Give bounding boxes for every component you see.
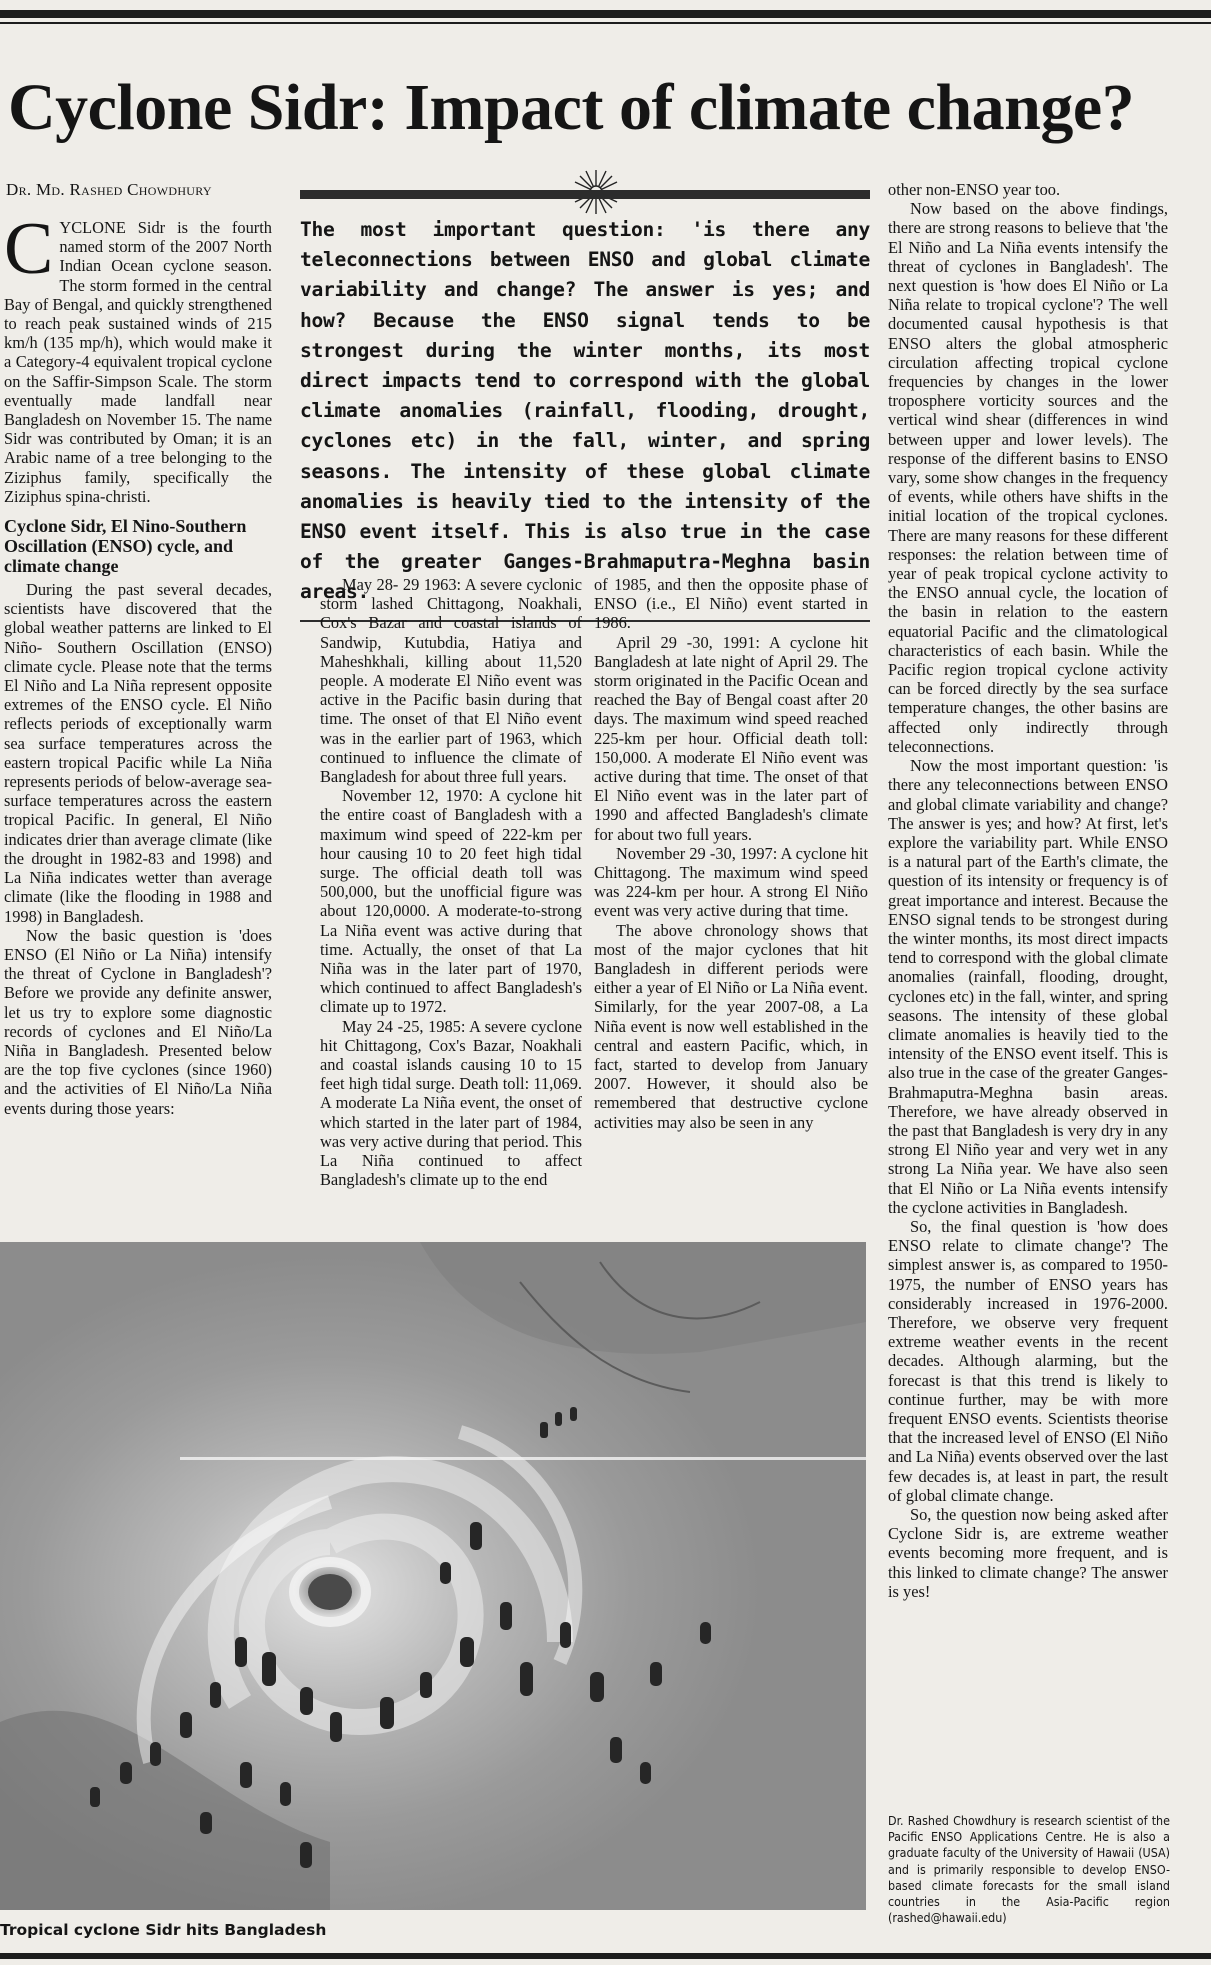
paragraph: The above chronology shows that most of the major cyclones that hit Bangladesh in different periods were either a year of El Niño or La Niña event. Similarly, for the year 2007-08, a La Niña event is now well established in the central and eastern Pacific, which, in fact, started to develop from January 2007. However, it should also be remembered that destructive cyclone activities may also be seen in any bbox=[594, 920, 868, 1132]
paragraph: During the past several decades, scientists have discovered that the global weather patterns are linked to El Niño- Southern Oscillation (ENSO) climate cycle. Please note that the terms El Niño and La Niña represent opposite extremes of the ENSO cycle. El Niño reflects periods of exceptionally warm sea surface temperatures across the eastern tropical Pacific while La Niña represents periods of below-average sea-surface temperatures across the eastern tropical Pacific. In general, El Niño indicates drier than average climate (like the drought in 1982-83 and 1998) and La Niña indicates wetter than average climate (like the flooding in 1988 and 1998) in Bangladesh. bbox=[4, 580, 272, 926]
headline: Cyclone Sidr: Impact of climate change? bbox=[8, 71, 1135, 144]
article-column-1 bbox=[4, 208, 272, 1118]
paragraph: May 24 -25, 1985: A severe cyclone hit Chittagong, Cox's Bazar, Noakhali and coastal islands causing 10 to 15 feet high tidal surge. Death toll: 11,069. A moderate La Niña event, the onset of which started in the later part of 1984, was very active during that period. This La Niña continued to affect Bangladesh's climate up to the end bbox=[320, 1016, 582, 1190]
top-rule bbox=[0, 10, 1211, 18]
paragraph: Now the basic question is 'does ENSO (El Niño or La Niña) intensify the threat of Cyclone in Bangladesh'? Before we provide any definite answer, let us try to explore some diagnostic records of cyclones and El Niño/La Niña in Bangladesh. Presented below are the top five cyclones (since 1960) and the activities of El Niño/La Niña events during those years: bbox=[4, 925, 272, 1118]
satellite-photo bbox=[0, 1242, 866, 1910]
paragraph: May 28- 29 1963: A severe cyclonic storm lashed Chittagong, Noakhali, Cox's Bazar and coastal islands of Sandwip, Kutubdia, Hatiya and Maheshkhali, killing about 11,520 people. A moderate El Niño event was active in the Pacific basin during that time. The onset of that El Niño event was in the earlier part of 1963, which continued to influence the climate of Bangladesh for about three full years. bbox=[320, 575, 582, 787]
author-bio: Dr. Rashed Chowdhury is research scientist of the Pacific ENSO Applications Centre. He is also a graduate faculty of the University of Hawaii (USA) and is primarily responsible to develop ENSO-based climate forecasts for the small island countries in the Asia-Pacific region (rashed@hawaii.edu) bbox=[888, 1813, 1170, 1926]
paragraph: November 12, 1970: A cyclone hit the entire coast of Bangladesh with a maximum wind speed of 222-km per hour causing 10 to 20 feet high tidal surge. The official death toll was 500,000, but the unofficial figure was about 120,0000. A moderate-to-strong La Niña event was active during that time. Actually, the onset of that La Niña was in the later part of 1970, which continued to affect Bangladesh's climate up to 1972. bbox=[320, 786, 582, 1017]
paragraph: Now based on the above findings, there are strong reasons to believe that 'the El Niño and La Niña events intensify the threat of cyclones in Bangladesh'. The next question is 'how does El Niño or La Niña relate to tropical cyclone'? The well documented causal hypothesis is that ENSO alters the global atmospheric circulation affecting tropical cyclone frequencies by changes in the lower troposphere vorticity sources and the vertical wind shear (differences in wind between upper and lower levels). The response of the different basins to ENSO vary, some show changes in the frequency of events, while others have shifts in the initial location of the tropical cyclones. There are many reasons for these different responses: the relation between time of year of peak tropical cyclone activity to the ENSO annual cycle, the location of the basin in relation to the eastern equatorial Pacific and the climatological characteristics of each basin. While the Pacific region tropical cyclone activity can be forced directly by the sea surface temperature changes, the other basins are affected only indirectly through teleconnections. bbox=[888, 199, 1168, 756]
byline: Dr. Md. Rashed Chowdhury bbox=[6, 180, 212, 199]
article-column-4 bbox=[888, 180, 1168, 1601]
drop-cap: C bbox=[4, 208, 54, 290]
article-column-3 bbox=[594, 575, 868, 1132]
paragraph: of 1985, and then the opposite phase of ENSO (i.e., El Niño) event started in 1986. bbox=[594, 575, 868, 633]
article-column-2 bbox=[320, 575, 582, 1190]
paragraph: other non-ENSO year too. bbox=[888, 180, 1061, 199]
paragraph: So, the final question is 'how does ENSO relate to climate change'? The simplest answer is, as compared to 1950-1975, the number of ENSO years has considerably increased in 1976-2000. Therefore, we observe very frequent extreme weather events in the recent decades. Although alarming, but the forecast is that this trend is likely to continue further, may be with more frequent ENSO events. Scientists theorise that the increased level of ENSO (El Niño and La Niña) events observed over the last few decades is, at least in part, the result of global climate change. bbox=[888, 1216, 1168, 1505]
intro-paragraph bbox=[4, 208, 272, 506]
paragraph: April 29 -30, 1991: A cyclone hit Bangladesh at late night of April 29. The storm originated in the Pacific Ocean and reached the Bay of Bengal coast after 20 days. The maximum wind speed reached 225-km per hour. Official death toll: 150,000. A moderate El Niño event was active during that time. The onset of that El Niño event was in the later part of 1990 and affected Bangladesh's climate for about two full years. bbox=[594, 632, 868, 844]
bottom-rule bbox=[0, 1953, 1211, 1959]
paragraph: Now the most important question: 'is there any teleconnections between ENSO and global climate variability and change? The answer is yes; and how? At first, let's explore the variability part. While ENSO is a natural part of the Earth's climate, the question of its intensity or frequency is of great importance and interest. Because the ENSO signal tends to be strongest during the winter months, its most direct impacts tend to correspond with the global climate anomalies (rainfall, flooding, drought, cyclones etc) in the fall, winter, and spring seasons. The intensity of these global climate anomalies is heavily tied to the intensity of the ENSO event itself. This is also true in the case of the greater Ganges-Brahmaputra-Meghna basin areas. Therefore, we have already observed in the past that Bangladesh is very dry in any strong El Niño year and very wet in any strong La Niña year. We have also seen that El Niño or La Niña events intensify the cyclone activities in Bangladesh. bbox=[888, 756, 1168, 1217]
top-rule-thin bbox=[0, 22, 1211, 24]
section-subhead: Cyclone Sidr, El Nino-Southern Oscillation (ENSO) cycle, and climate change bbox=[4, 516, 247, 577]
paragraph: November 29 -30, 1997: A cyclone hit Chittagong. The maximum wind speed was 224-km per hour. A strong El Niño event was very active during that time. bbox=[594, 843, 868, 921]
pull-quote: The most important question: 'is there any teleconnections between ENSO and global climate variability and change? The answer is yes; and how? Because the ENSO signal tends to be strongest during the winter months, its most direct impacts tend to correspond with the global climate anomalies (rainfall, flooding, drought, cyclones etc) in the fall, winter, and spring seasons. The intensity of these global climate anomalies is heavily tied to the intensity of the ENSO event itself. This is also true in the case of the greater Ganges-Brahmaputra-Meghna basin areas. bbox=[300, 190, 870, 622]
photo-caption: Tropical cyclone Sidr hits Bangladesh bbox=[0, 1921, 327, 1939]
paragraph: So, the question now being asked after Cyclone Sidr is, are extreme weather events becoming more frequent, and is this linked to climate change? The answer is yes! bbox=[888, 1505, 1168, 1601]
cyclone-satellite-image bbox=[0, 1242, 866, 1910]
intro-text: YCLONE Sidr is the fourth named storm of the 2007 North Indian Ocean cyclone season. The storm formed in the central Bay of Bengal, and quickly strengthened to reach peak sustained winds of 215 km/h (135 mp/h), which would make it a Category-4 equivalent tropical cyclone on the Saffir-Simpson Scale. The storm eventually made landfall near Bangladesh on November 15. The name Sidr was contributed by Oman; it is an Arabic name of a tree belonging to the Ziziphus family, specifically the Ziziphus spina-christi. bbox=[4, 218, 272, 506]
